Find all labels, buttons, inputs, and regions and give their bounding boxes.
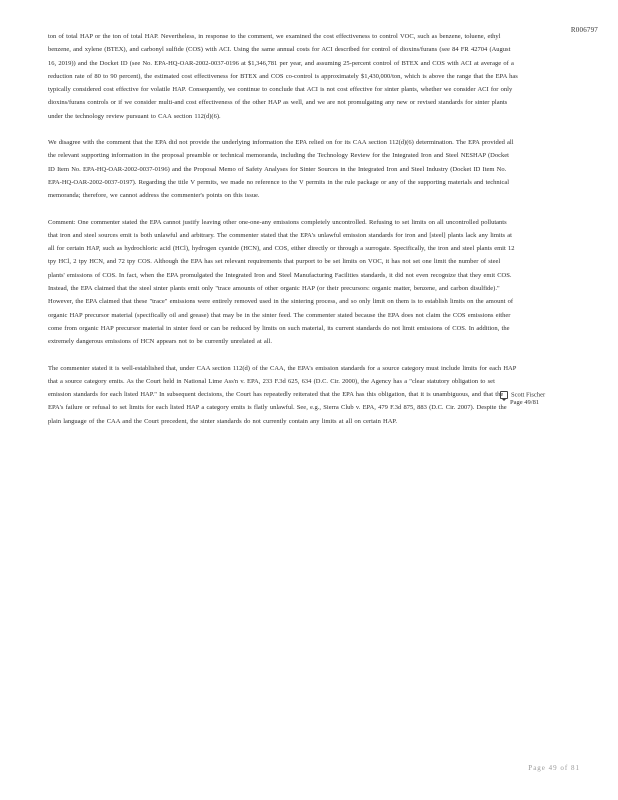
- paragraph-cost-effectiveness: ton of total HAP or the ton of total HAP. Nevertheless, in response to the comment, we examined the cost effectiveness to control VOC, such as benzene, toluene, ethyl benzene, and xylene (BTEX), and carbonyl sulfide (COS) with ACI. Using the same annual costs for ACI described for control of dioxins/furans (see 84 FR 42704 (August 16, 2019)) and the Docket ID (see No. EPA-HQ-OAR-2002-0037-0196 at $1,346,781 per year, and assuming 25-percent control of BTEX and COS with ACI at average of a reduction rate of 80 to 90 percent), the estimated cost effectiveness for BTEX and COS co-control is approximately $1,430,000/ton, which is above the range that the EPA has typically considered cost effective for volatile HAP. Consequently, we continue to conclude that ACI is not cost effective for sinter plants, whether we consider ACI for only dioxins/furans controls or if we consider multi-and cost effectiveness of the other HAP as well, and we are not promulgating any new or revised standards for sinter plants under the technology review pursuant to CAA section 112(d)(6).: [48, 33, 518, 120]
- paragraph-commenter-legal: The commenter stated it is well-established that, under CAA section 112(d) of the CAA, the EPA's emission standards for a source category must include limits for each HAP that a source category emits. As the Court held in National Lime Ass'n v. EPA, 233 F.3d 625, 634 (D.C. Cir. 2000), the Agency has a "clear statutory obligation to set emission standards for each listed HAP." In subsequent decisions, the Court has repeatedly reiterated that the EPA has this obligation, that it is unambiguous, and that the EPA's failure or refusal to set limits for each listed HAP a category emits is flatly unlawful. See, e.g., Sierra Club v. EPA, 479 F.3d 875, 883 (D.C. Cir. 2007). Despite the plain language of the CAA and the Court precedent, the sinter standards do not currently contain any limits at all on certain HAP.: [48, 364, 517, 425]
- paragraph-comment: Comment: One commenter stated the EPA cannot justify leaving other one-one-any emissions completely uncontrolled. Refusing to set limits on all uncontrolled pollutants that iron and steel sources emit is both unlawful and arbitrary. The commenter stated that the EPA's unlawful emission standards for iron and [steel] plants lack any limits at all for certain HAP, such as hydrochloric acid (HCl), hydrogen cyanide (HCN), and COS, either directly or through a surrogate. Specifically, the iron and steel plants emit 12 tpy HCl, 2 tpy HCN, and 72 tpy COS. Although the EPA has set relevant requirements that purport to be set limits on VOC, it has not set one limit the number of steel plants' emissions of COS. In fact, when the EPA promulgated the Integrated Iron and Steel Manufacturing Facilities standards, it did not even recognize that they emit COS. Instead, the EPA claimed that the steel sinter plants emit only "trace amounts of other organic HAP (or their precursors: organic matter, benzene, and carbon disulfide)." However, the EPA claimed that these "trace" emissions were entirely removed used in the sintering process, and so only limit on them is to establish limits on the amount of organic HAP precursor material (specifically oil and grease) that may be in the sinter feed. The commenter stated because the EPA does not claim the COS emissions either come from organic HAP precursor material in sinter feed or can be reduced by limits on such material, its current standards do not limit emissions of COS. In addition, the extremely dangerous emissions of HCN appears not to be currently unrelated at all.: [48, 218, 515, 346]
- document-body: [48, 30, 518, 441]
- comment-icon[interactable]: [500, 391, 508, 399]
- comment-author: Scott Fischer: [511, 391, 546, 399]
- paragraph-technology-review: We disagree with the comment that the EPA did not provide the underlying information the EPA relied on for its CAA section 112(d)(6) determination. The EPA provided all the relevant supporting information in the proposal preamble or technical memoranda, including the Technology Review for the Integrated Iron and Steel NESHAP (Docket ID Item No. EPA-HQ-OAR-2002-0037-0196) and the Proposal Memo of Safety Analyses for Sinter Sources in the Integrated Iron and Steel Industry (Docket ID Item No. EPA-HQ-OAR-2002-0037-0197). Regarding the title V permits, we made no reference to the V permits in the rule package or any of the supporting materials and technical memoranda; therefore, we cannot address the commenter's points on this issue.: [48, 139, 514, 200]
- document-id: R006797: [570, 26, 598, 34]
- margin-comment[interactable]: [500, 391, 545, 407]
- page-footer: Page 49 of 81: [528, 764, 580, 772]
- comment-page: Page 49/81: [510, 399, 540, 407]
- comment-author-row: [500, 391, 545, 399]
